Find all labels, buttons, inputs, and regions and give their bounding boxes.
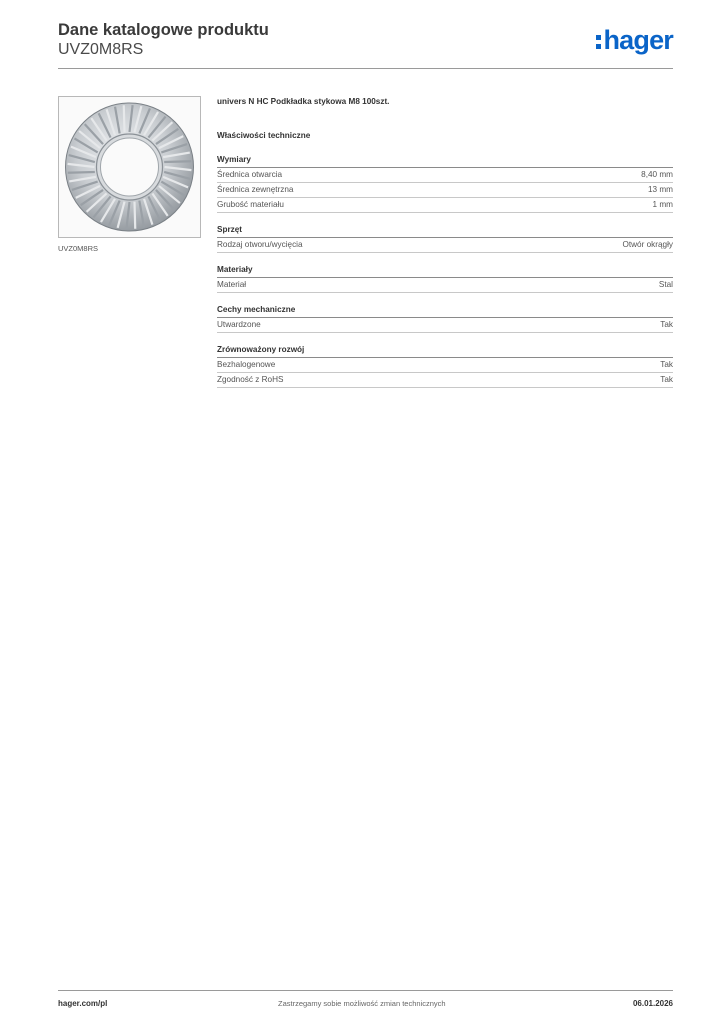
logo-dots-icon [596,35,601,49]
document-title: Dane katalogowe produktu [58,21,269,39]
property-group-title: Sprzęt [217,224,673,238]
property-row [217,318,673,333]
property-groups [217,154,673,388]
property-value: Tak [660,375,673,384]
property-label: Średnica otwarcia [217,170,283,179]
property-group [217,344,673,388]
property-group-title: Cechy mechaniczne [217,304,673,318]
property-value: Otwór okrągły [622,240,673,249]
page-header [58,20,673,70]
property-value: 13 mm [647,185,673,194]
product-code: UVZ0M8RS [58,41,144,58]
property-value: Tak [660,320,673,329]
product-description: univers N HC Podkładka stykowa M8 100szt. [217,97,390,106]
property-row [217,198,673,213]
footer-website-link[interactable]: hager.com/pl [58,999,108,1008]
logo-text: hager [603,25,673,55]
property-row [217,373,673,388]
property-group [217,224,673,253]
property-group [217,154,673,213]
property-group [217,264,673,293]
image-caption: UVZ0M8RS [58,244,99,253]
property-value: Stal [658,280,673,289]
footer-disclaimer: Zastrzegamy sobie możliwość zmian technicznych [278,999,446,1008]
property-label: Materiał [217,280,247,289]
product-image [58,96,201,238]
property-group [217,304,673,333]
property-label: Bezhalogenowe [217,360,276,369]
property-row [217,183,673,198]
property-value: 1 mm [652,200,673,209]
property-group-title: Zrównoważony rozwój [217,344,673,358]
property-label: Zgodność z RoHS [217,375,284,384]
property-value: Tak [660,360,673,369]
page-footer [58,998,673,1010]
product-details [217,96,673,388]
property-value: 8,40 mm [641,170,673,179]
serrated-washer-image [59,97,200,237]
property-group-title: Wymiary [217,154,673,168]
property-row [217,278,673,293]
property-group-title: Materiały [217,264,673,278]
property-label: Średnica zewnętrzna [217,185,294,194]
hager-logo [596,26,673,54]
property-row [217,168,673,183]
technical-properties-title: Właściwości techniczne [217,131,311,140]
footer-divider [58,990,673,991]
footer-date: 06.01.2026 [632,999,673,1008]
property-label: Rodzaj otworu/wycięcia [217,240,303,249]
property-label: Grubość materiału [217,200,284,209]
property-label: Utwardzone [217,320,261,329]
property-row [217,358,673,373]
property-row [217,238,673,253]
header-divider [58,68,673,69]
